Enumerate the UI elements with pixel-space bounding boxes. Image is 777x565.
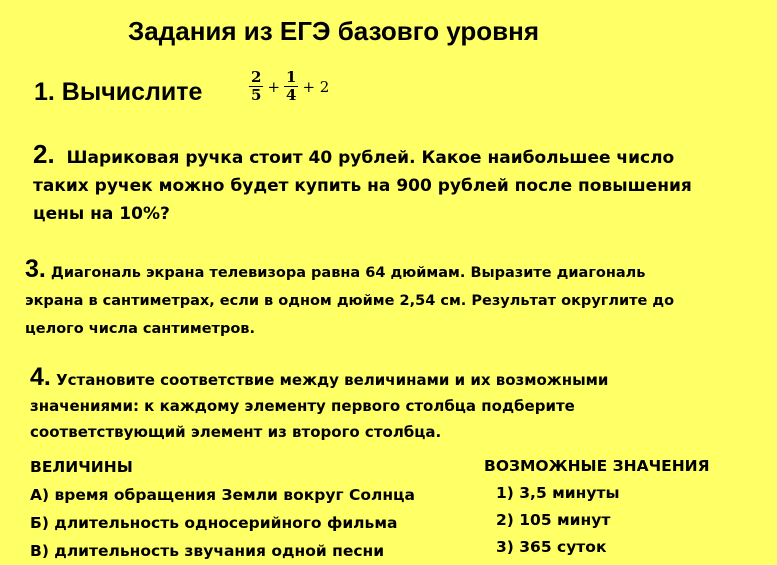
task1-expression — [247, 69, 331, 104]
task4-line-2: значениями: к каждому элементу первого столбца подберите — [30, 397, 575, 415]
expression-tail: + 2 — [302, 77, 330, 96]
quantity-item: В) длительность звучания одной песни — [30, 542, 385, 560]
task2-line-1 — [33, 140, 692, 172]
task2-line-2: таких ручек можно будет купить на 900 рублей после повышения — [33, 176, 692, 196]
task2 — [33, 140, 692, 228]
task2-number: 2. — [33, 139, 55, 169]
plus-sign: + — [267, 77, 281, 96]
fraction-1-4 — [284, 69, 298, 104]
value-item: 1) 3,5 минуты — [496, 484, 620, 502]
fraction-denominator: 5 — [251, 86, 262, 104]
fraction-2-5 — [249, 69, 263, 104]
quantity-item: А) время обращения Земли вокруг Солнца — [30, 486, 416, 504]
task4 — [30, 364, 608, 445]
values-header: ВОЗМОЖНЫЕ ЗНАЧЕНИЯ — [484, 457, 710, 475]
quantity-item: Б) длительность односерийного фильма — [30, 514, 398, 532]
task4-text-1: Установите соответствие между величинами и их возможными — [56, 371, 609, 389]
task3-number: 3. — [25, 255, 46, 283]
task4-line-1 — [30, 364, 608, 393]
fraction-denominator: 4 — [286, 86, 297, 104]
quantities-column — [30, 453, 415, 565]
task2-text-1: Шариковая ручка стоит 40 рублей. Какое наибольшее число — [66, 148, 675, 168]
task3-line-1 — [25, 255, 674, 287]
fraction-numerator: 1 — [286, 68, 297, 86]
task4-line-3: соответствующий элемент из второго столбца. — [30, 423, 442, 441]
value-item: 3) 365 суток — [496, 538, 607, 556]
task2-line-3: цены на 10%? — [33, 204, 170, 224]
values-column — [484, 453, 710, 561]
value-item: 2) 105 минут — [496, 511, 611, 529]
task3-line-2: экрана в сантиметрах, если в одном дюйме 2,54 см. Результат округлите до — [25, 293, 675, 309]
page-title: Задания из ЕГЭ базовго уровня — [128, 16, 540, 46]
task1-label: 1. Вычислите — [34, 78, 203, 106]
quantities-header: ВЕЛИЧИНЫ — [30, 458, 133, 476]
fraction-numerator: 2 — [251, 68, 262, 86]
task3 — [25, 255, 674, 343]
task3-text-1: Диагональ экрана телевизора равна 64 дюймам. Выразите диагональ — [50, 265, 646, 281]
task3-line-3: целого числа сантиметров. — [25, 321, 255, 337]
task4-number: 4. — [30, 363, 51, 391]
